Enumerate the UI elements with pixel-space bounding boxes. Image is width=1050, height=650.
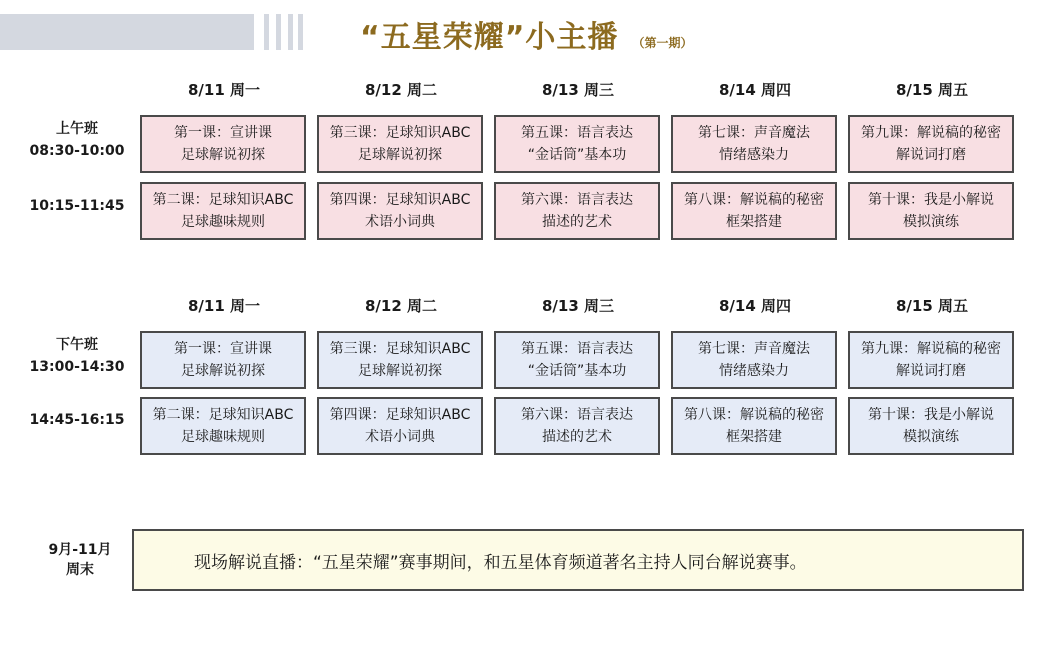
course-cell bbox=[140, 397, 306, 455]
page-title-issue: （第一期） bbox=[632, 36, 693, 50]
course-cell bbox=[848, 397, 1014, 455]
course-cell bbox=[671, 397, 837, 455]
course-title: 第七课：声音魔法 bbox=[698, 341, 810, 357]
course-topic: 模拟演练 bbox=[903, 429, 959, 445]
course-title: 第四课：足球知识ABC bbox=[329, 407, 471, 423]
course-cell bbox=[848, 115, 1014, 173]
course-topic: 足球解说初探 bbox=[181, 363, 265, 379]
header-decoration-stripe bbox=[288, 14, 293, 50]
course-topic: 解说词打磨 bbox=[896, 147, 966, 163]
course-cell bbox=[848, 182, 1014, 240]
course-topic: “金话筒”基本功 bbox=[527, 363, 627, 379]
course-title: 第七课：声音魔法 bbox=[698, 125, 810, 141]
course-title: 第六课：语言表达 bbox=[521, 407, 633, 423]
course-topic: 足球解说初探 bbox=[358, 147, 442, 163]
weekend-days: 周末 bbox=[66, 562, 94, 578]
day-header-mon: 8/11 周一 bbox=[187, 81, 260, 99]
header-decoration-stripe bbox=[264, 14, 269, 50]
course-cell bbox=[671, 182, 837, 240]
course-title: 第四课：足球知识ABC bbox=[329, 192, 471, 208]
morning-session-label bbox=[18, 118, 136, 162]
afternoon-session-label bbox=[18, 334, 136, 378]
header-decoration-bar bbox=[0, 14, 254, 50]
course-cell bbox=[494, 115, 660, 173]
course-cell bbox=[317, 331, 483, 389]
course-topic: 术语小词典 bbox=[365, 429, 435, 445]
course-cell bbox=[671, 331, 837, 389]
course-cell bbox=[848, 331, 1014, 389]
course-title: 第九课：解说稿的秘密 bbox=[861, 341, 1001, 357]
live-commentary-text: 现场解说直播：“五星荣耀”赛事期间，和五星体育频道著名主持人同台解说赛事。 bbox=[194, 552, 807, 573]
day-header-fri: 8/15 周五 bbox=[895, 297, 968, 315]
course-cell bbox=[494, 182, 660, 240]
course-topic: “金话筒”基本功 bbox=[527, 147, 627, 163]
course-cell bbox=[494, 331, 660, 389]
course-topic: 情绪感染力 bbox=[719, 363, 789, 379]
morning-class-name: 上午班 bbox=[56, 121, 98, 137]
day-header-thu: 8/14 周四 bbox=[718, 81, 791, 99]
course-title: 第八课：解说稿的秘密 bbox=[684, 192, 824, 208]
page-title bbox=[360, 12, 700, 62]
course-cell bbox=[140, 115, 306, 173]
day-header-wed: 8/13 周三 bbox=[541, 297, 614, 315]
afternoon-time-slot-2: 14:45-16:15 bbox=[29, 412, 125, 428]
course-topic: 框架搭建 bbox=[726, 429, 782, 445]
course-cell bbox=[317, 182, 483, 240]
day-header-tue: 8/12 周二 bbox=[364, 297, 437, 315]
course-title: 第十课：我是小解说 bbox=[868, 407, 994, 423]
course-title: 第三课：足球知识ABC bbox=[329, 341, 471, 357]
course-title: 第八课：解说稿的秘密 bbox=[684, 407, 824, 423]
header-decoration-stripe bbox=[276, 14, 281, 50]
morning-time-slot-2: 10:15-11:45 bbox=[29, 198, 125, 214]
course-cell bbox=[494, 397, 660, 455]
day-header-wed: 8/13 周三 bbox=[541, 81, 614, 99]
course-title: 第二课：足球知识ABC bbox=[152, 192, 294, 208]
course-cell bbox=[317, 397, 483, 455]
page-title-main: “五星荣耀”小主播 bbox=[360, 20, 619, 55]
morning-time-slot-1: 08:30-10:00 bbox=[29, 143, 125, 159]
course-title: 第十课：我是小解说 bbox=[868, 192, 994, 208]
course-cell bbox=[140, 182, 306, 240]
course-topic: 足球解说初探 bbox=[181, 147, 265, 163]
course-topic: 足球趣味规则 bbox=[181, 214, 265, 230]
course-topic: 模拟演练 bbox=[903, 214, 959, 230]
afternoon-class-name: 下午班 bbox=[56, 337, 98, 353]
course-title: 第一课：宣讲课 bbox=[174, 125, 272, 141]
course-title: 第三课：足球知识ABC bbox=[329, 125, 471, 141]
weekend-session-label bbox=[30, 540, 130, 580]
course-topic: 解说词打磨 bbox=[896, 363, 966, 379]
course-title: 第五课：语言表达 bbox=[521, 125, 633, 141]
day-header-tue: 8/12 周二 bbox=[364, 81, 437, 99]
course-topic: 术语小词典 bbox=[365, 214, 435, 230]
course-title: 第二课：足球知识ABC bbox=[152, 407, 294, 423]
live-commentary-note bbox=[132, 529, 1024, 591]
course-cell bbox=[140, 331, 306, 389]
header-decoration-stripe bbox=[298, 14, 303, 50]
course-topic: 情绪感染力 bbox=[719, 147, 789, 163]
course-title: 第九课：解说稿的秘密 bbox=[861, 125, 1001, 141]
day-header-thu: 8/14 周四 bbox=[718, 297, 791, 315]
course-topic: 描述的艺术 bbox=[542, 214, 612, 230]
day-header-mon: 8/11 周一 bbox=[187, 297, 260, 315]
course-topic: 足球趣味规则 bbox=[181, 429, 265, 445]
course-title: 第一课：宣讲课 bbox=[174, 341, 272, 357]
course-topic: 足球解说初探 bbox=[358, 363, 442, 379]
course-cell bbox=[671, 115, 837, 173]
weekend-months: 9月-11月 bbox=[48, 542, 112, 558]
course-title: 第六课：语言表达 bbox=[521, 192, 633, 208]
course-topic: 描述的艺术 bbox=[542, 429, 612, 445]
afternoon-time-slot-1: 13:00-14:30 bbox=[29, 359, 125, 375]
course-cell bbox=[317, 115, 483, 173]
course-title: 第五课：语言表达 bbox=[521, 341, 633, 357]
course-topic: 框架搭建 bbox=[726, 214, 782, 230]
day-header-fri: 8/15 周五 bbox=[895, 81, 968, 99]
